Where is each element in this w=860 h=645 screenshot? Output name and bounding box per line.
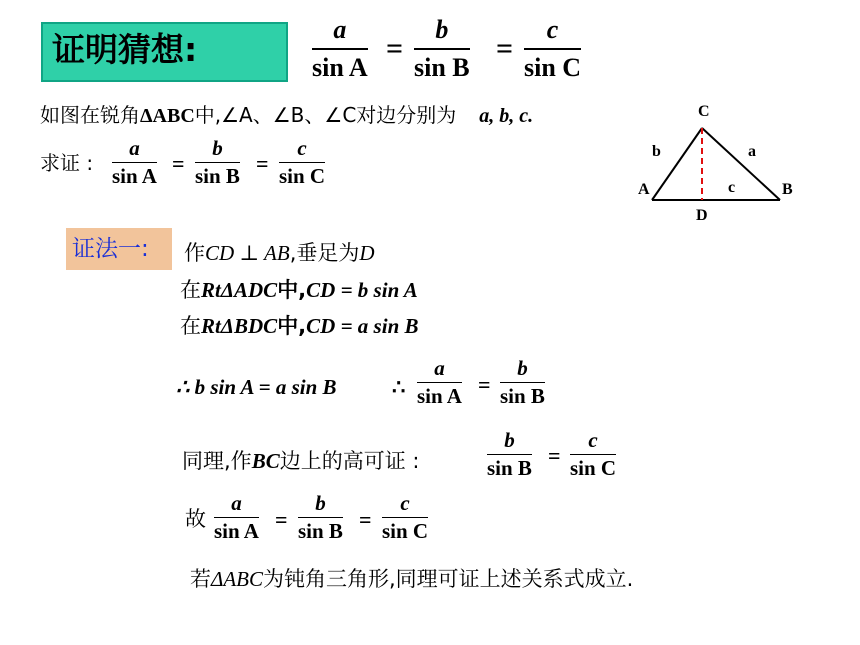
fraction-bar <box>279 162 325 163</box>
s6-f3-den: sin C <box>382 519 429 543</box>
prove-label <box>40 149 93 178</box>
s1-d: D <box>359 241 375 265</box>
therefore-symbol: ∴ <box>392 375 406 399</box>
s4-f2-den: sin B <box>500 384 545 408</box>
given-statement <box>40 101 533 130</box>
fraction-bar <box>417 382 462 383</box>
vertex-b-label: B <box>782 181 793 198</box>
title-f1-den: sin A <box>312 53 368 82</box>
proof-step-3 <box>180 312 419 340</box>
given-middle: 中,∠A、∠B、∠C对边分别为 <box>194 103 457 127</box>
s6-f2-den: sin B <box>298 519 343 543</box>
s6-equals-1: = <box>275 507 288 532</box>
fraction-bar <box>500 382 545 383</box>
s5-b: BC <box>251 449 280 473</box>
proof-step-5 <box>182 447 419 475</box>
prove-label-text: 求证 : <box>40 151 94 175</box>
title-fraction-b <box>414 14 470 84</box>
title-f3-num: c <box>546 15 559 44</box>
s2-c: 中, <box>277 278 307 302</box>
s3-c: 中, <box>277 314 307 338</box>
s1-a: 作 <box>184 241 205 265</box>
prove-equals-2: = <box>256 151 269 176</box>
vertex-a-label: A <box>638 181 650 198</box>
s6-fraction-a <box>214 491 259 544</box>
title-equals-1: = <box>386 32 404 65</box>
side-bc <box>702 128 780 200</box>
fraction-bar <box>487 454 532 455</box>
proof-step-2 <box>180 276 418 304</box>
s6-label: 故 <box>185 507 206 531</box>
s6-equals-2: = <box>359 507 372 532</box>
s5-equals: = <box>548 443 561 468</box>
s5-f2-den: sin C <box>570 456 617 480</box>
s5-f2-num: c <box>588 428 598 452</box>
s4-equals: = <box>478 372 491 397</box>
fraction-bar <box>195 162 240 163</box>
s4-f1-num: a <box>434 356 445 380</box>
fraction-bar <box>570 454 616 455</box>
triangle-diagram <box>630 96 810 226</box>
prove-f2-num: b <box>212 136 223 160</box>
s4-equation: ∴ b sin A = a sin B <box>176 375 337 399</box>
s4-fraction-a <box>417 356 462 409</box>
proof-step-1 <box>184 239 375 267</box>
prove-f3-den: sin C <box>279 164 326 188</box>
s6-fraction-b <box>298 491 343 544</box>
prove-f2-den: sin B <box>195 164 240 188</box>
s3-b: RtΔBDC <box>201 314 278 338</box>
vertex-c-label: C <box>698 103 710 120</box>
given-sides: a, b, c. <box>479 105 534 127</box>
fraction-bar <box>298 517 343 518</box>
fraction-bar <box>524 48 581 50</box>
s3-d: CD = a sin B <box>306 314 419 338</box>
title-f3-den: sin C <box>524 53 582 82</box>
title-f1-num: a <box>333 15 347 44</box>
prove-f1-den: sin A <box>112 164 157 188</box>
title-fraction-c <box>524 14 581 84</box>
given-prefix: 如图在锐角 <box>40 103 140 127</box>
title-f2-den: sin B <box>414 53 470 82</box>
s2-d: CD = b sin A <box>306 278 418 302</box>
fraction-bar <box>312 48 368 50</box>
s6-fraction-c <box>382 491 428 544</box>
s5-a: 同理,作 <box>182 449 252 473</box>
prove-equals-1: = <box>172 151 185 176</box>
s5-f1-den: sin B <box>487 456 532 480</box>
s4-f1-den: sin A <box>417 384 462 408</box>
s1-b: CD ⊥ AB <box>205 241 290 265</box>
side-ac <box>652 128 702 200</box>
prove-fraction-a <box>112 136 157 189</box>
s5-fraction-b <box>487 428 532 481</box>
proof-step-4 <box>176 373 337 401</box>
prove-f3-num: c <box>297 136 307 160</box>
fraction-bar <box>112 162 157 163</box>
s6-f1-num: a <box>231 491 242 515</box>
method-label: 证法一: <box>72 236 149 262</box>
foot-d-label: D <box>696 207 708 224</box>
side-c-label: c <box>728 179 736 196</box>
s5-f1-num: b <box>504 428 515 452</box>
s6-f3-num: c <box>400 491 410 515</box>
title-equals-2: = <box>496 32 514 65</box>
s7-a: 若 <box>190 567 211 591</box>
title-f2-num: b <box>435 15 449 44</box>
prove-fraction-b <box>195 136 240 189</box>
s4-fraction-b <box>500 356 545 409</box>
side-a-label: a <box>748 143 756 160</box>
fraction-bar <box>214 517 259 518</box>
s3-a: 在 <box>180 314 201 338</box>
s2-a: 在 <box>180 278 201 302</box>
title-fraction-a <box>312 14 368 84</box>
s7-b: ΔABC <box>211 567 263 591</box>
prove-fraction-c <box>279 136 325 189</box>
s6-f1-den: sin A <box>214 519 259 543</box>
s2-b: RtΔADC <box>201 278 278 302</box>
s5-c: 边上的高可证 : <box>279 449 420 473</box>
prove-f1-num: a <box>129 136 140 160</box>
s6-f2-num: b <box>315 491 326 515</box>
s4-f2-num: b <box>517 356 528 380</box>
fraction-bar <box>382 517 428 518</box>
s1-c: ,垂足为 <box>289 241 360 265</box>
side-b-label: b <box>652 143 661 160</box>
s5-fraction-c <box>570 428 616 481</box>
fraction-bar <box>414 48 470 50</box>
s7-c: 为钝角三角形,同理可证上述关系式成立. <box>263 567 634 591</box>
given-triangle: ΔABC <box>140 105 195 127</box>
page-title: 证明猜想: <box>52 30 198 69</box>
proof-step-7 <box>190 565 633 593</box>
